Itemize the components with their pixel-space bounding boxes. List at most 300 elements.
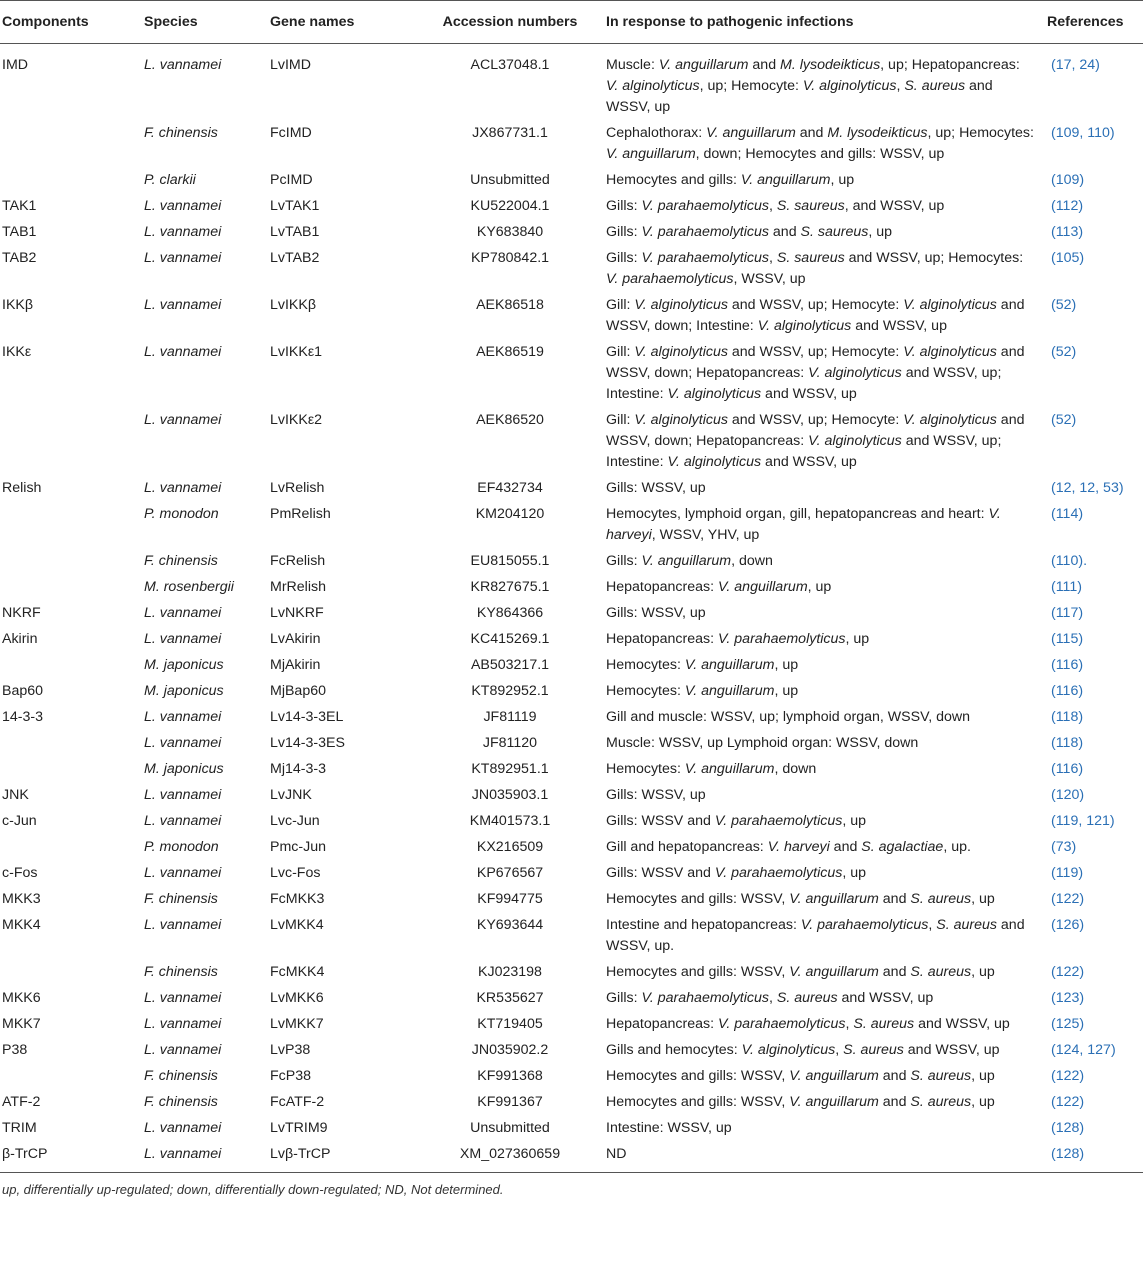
cell-species: M. rosenbergii bbox=[144, 579, 234, 595]
response-text: Hepatopancreas: bbox=[606, 631, 718, 647]
response-text: and bbox=[768, 224, 801, 240]
cell-species: F. chinensis bbox=[144, 891, 218, 907]
table-row bbox=[0, 1061, 1143, 1087]
cell-response bbox=[604, 702, 1045, 728]
response-text: Gills and hemocytes: bbox=[606, 1042, 742, 1058]
cell-response bbox=[604, 884, 1045, 910]
response-text: , bbox=[896, 78, 905, 94]
cell-component: β-TrCP bbox=[0, 1139, 142, 1173]
response-text: Gill and muscle: WSSV, up; lymphoid organ, WSSV, down bbox=[606, 709, 971, 725]
cell-accession: KT892952.1 bbox=[471, 683, 549, 699]
cell-gene-name: FcP38 bbox=[270, 1068, 312, 1084]
cell-accession: Unsubmitted bbox=[470, 1120, 550, 1136]
cell-gene-name: LvMKK7 bbox=[270, 1016, 324, 1032]
cell-species: P. monodon bbox=[144, 839, 219, 855]
response-text: and WSSV, up; Intestine: bbox=[606, 433, 1002, 470]
table-row bbox=[0, 1139, 1143, 1173]
cell-component bbox=[0, 499, 142, 546]
cell-species: F. chinensis bbox=[144, 125, 218, 141]
table-row bbox=[0, 499, 1143, 546]
cell-accession: KM204120 bbox=[475, 506, 545, 522]
pathogen-name: S. aureus bbox=[776, 990, 838, 1006]
cell-reference: (118) bbox=[1051, 735, 1084, 751]
cell-reference: (118) bbox=[1051, 709, 1084, 725]
pathogen-name: V. parahaemolyticus bbox=[606, 271, 734, 287]
response-text: and WSSV, up; Intestine: bbox=[606, 365, 1002, 402]
response-text: , bbox=[928, 917, 937, 933]
response-text: and WSSV, up; Hemocyte: bbox=[727, 412, 904, 428]
cell-response bbox=[604, 572, 1045, 598]
cell-species: P. monodon bbox=[144, 506, 219, 522]
cell-reference: (119) bbox=[1051, 865, 1084, 881]
cell-accession: KY693644 bbox=[476, 917, 544, 933]
pathogen-name: S. aureus bbox=[910, 1094, 972, 1110]
response-text: and bbox=[878, 891, 911, 907]
response-text: Hemocytes and gills: WSSV, bbox=[606, 1068, 790, 1084]
cell-component bbox=[0, 165, 142, 191]
cell-gene-name: LvNKRF bbox=[270, 605, 324, 621]
pathogen-name: V. alginolyticus bbox=[606, 78, 700, 94]
cell-component: c-Jun bbox=[2, 813, 37, 829]
cell-response bbox=[604, 1087, 1045, 1113]
response-text: Intestine: WSSV, up bbox=[606, 1120, 732, 1136]
cell-gene-name: LvP38 bbox=[270, 1042, 311, 1058]
response-text: , up bbox=[845, 631, 870, 647]
pathogen-name: V. anguillarum bbox=[789, 1094, 879, 1110]
pathogen-name: V. parahaemolyticus bbox=[800, 917, 929, 933]
cell-accession: KY864366 bbox=[476, 605, 544, 621]
cell-species: L. vannamei bbox=[144, 709, 222, 725]
cell-reference: (52) bbox=[1051, 344, 1077, 360]
pathogen-name: V. alginolyticus bbox=[634, 297, 728, 313]
cell-reference: (122) bbox=[1051, 1094, 1085, 1110]
cell-response bbox=[604, 754, 1045, 780]
response-text: Hemocytes: bbox=[606, 683, 685, 699]
cell-reference: (119, 121) bbox=[1051, 813, 1115, 829]
pathogen-name: V. anguillarum bbox=[789, 964, 879, 980]
cell-gene-name: LvJNK bbox=[270, 787, 312, 803]
cell-reference: (110). bbox=[1051, 553, 1088, 569]
response-text: Intestine and hepatopancreas: bbox=[606, 917, 801, 933]
response-text: Gills: bbox=[606, 198, 642, 214]
cell-gene-name: FcRelish bbox=[270, 553, 326, 569]
cell-species: L. vannamei bbox=[144, 1120, 222, 1136]
cell-gene-name: Pmc-Jun bbox=[270, 839, 326, 855]
response-text: , up bbox=[971, 1094, 995, 1110]
cell-gene-name: LvIKKε1 bbox=[270, 344, 323, 360]
cell-response bbox=[604, 983, 1045, 1009]
response-text: and bbox=[829, 839, 862, 855]
cell-reference: (117) bbox=[1051, 605, 1084, 621]
cell-response bbox=[604, 1009, 1045, 1035]
cell-component bbox=[0, 1061, 142, 1087]
response-text: Gills: bbox=[606, 250, 642, 266]
table-row bbox=[0, 780, 1143, 806]
response-text: and WSSV, up bbox=[606, 78, 993, 115]
cell-gene-name: LvIKKβ bbox=[270, 297, 317, 313]
cell-gene-name: MjBap60 bbox=[270, 683, 326, 699]
response-text: , down bbox=[731, 553, 773, 569]
response-text: and WSSV, up bbox=[761, 454, 857, 470]
pathogen-name: S. saureus bbox=[776, 198, 845, 214]
response-text: , up bbox=[774, 657, 799, 673]
pathogen-name: V. anguillarum bbox=[718, 579, 808, 595]
cell-species: L. vannamei bbox=[144, 1016, 222, 1032]
cell-species: L. vannamei bbox=[144, 917, 222, 933]
cell-accession: AEK86519 bbox=[476, 344, 544, 360]
response-text: , bbox=[845, 1016, 854, 1032]
cell-reference: (115) bbox=[1051, 631, 1084, 647]
cell-gene-name: LvAkirin bbox=[270, 631, 321, 647]
pathogen-name: S. aureus bbox=[843, 1042, 904, 1058]
pathogen-name: V. parahaemolyticus bbox=[641, 250, 769, 266]
cell-component bbox=[0, 118, 142, 165]
cell-response bbox=[604, 806, 1045, 832]
pathogen-name: V. alginolyticus bbox=[667, 386, 762, 402]
response-text: and WSSV, up bbox=[851, 318, 947, 334]
response-text: and WSSV, up bbox=[761, 386, 857, 402]
response-text: Hemocytes and gills: WSSV, bbox=[606, 891, 790, 907]
cell-gene-name: LvMKK4 bbox=[270, 917, 324, 933]
table-row bbox=[0, 546, 1143, 572]
cell-response bbox=[604, 728, 1045, 754]
cell-species: L. vannamei bbox=[144, 57, 222, 73]
table-row bbox=[0, 118, 1143, 165]
cell-response bbox=[604, 598, 1045, 624]
pathogen-name: M. lysodeikticus bbox=[827, 125, 928, 141]
cell-reference: (116) bbox=[1051, 761, 1084, 777]
cell-species: L. vannamei bbox=[144, 865, 222, 881]
table-row bbox=[0, 728, 1143, 754]
pathogen-name: V. alginolyticus bbox=[802, 78, 897, 94]
cell-accession: JN035902.2 bbox=[471, 1042, 549, 1058]
cell-gene-name: FcATF-2 bbox=[270, 1094, 325, 1110]
cell-reference: (123) bbox=[1051, 990, 1085, 1006]
cell-gene-name: LvTAB1 bbox=[270, 224, 320, 240]
table-row bbox=[0, 650, 1143, 676]
cell-response bbox=[604, 676, 1045, 702]
cell-species: M. japonicus bbox=[144, 761, 224, 777]
cell-gene-name: LvIMD bbox=[270, 57, 311, 73]
cell-response bbox=[604, 546, 1045, 572]
response-text: , up bbox=[830, 172, 855, 188]
table-row bbox=[0, 910, 1143, 957]
table-row bbox=[0, 1087, 1143, 1113]
cell-species: L. vannamei bbox=[144, 198, 222, 214]
response-text: Gills: bbox=[606, 224, 642, 240]
header-components: Components bbox=[0, 1, 142, 44]
cell-component: MKK7 bbox=[2, 1016, 41, 1032]
table-body bbox=[0, 44, 1143, 1173]
pathogen-name: V. alginolyticus bbox=[634, 412, 728, 428]
pathogen-name: V. alginolyticus bbox=[903, 412, 997, 428]
response-text: Gills: WSSV, up bbox=[606, 480, 706, 496]
response-text: and bbox=[878, 964, 911, 980]
pathogen-name: S. aureus bbox=[936, 917, 997, 933]
response-text: , down; Hemocytes and gills: WSSV, up bbox=[695, 146, 945, 162]
table-row bbox=[0, 290, 1143, 337]
cell-accession: KR535627 bbox=[476, 990, 544, 1006]
response-text: and WSSV, up; Hemocyte: bbox=[727, 297, 904, 313]
cell-component: MKK6 bbox=[2, 990, 41, 1006]
cell-component bbox=[0, 728, 142, 754]
pathogen-name: V. parahaemolyticus bbox=[718, 1016, 846, 1032]
cell-component: TAB2 bbox=[2, 250, 37, 266]
cell-reference: (105) bbox=[1051, 250, 1085, 266]
response-text: and WSSV, up; Hemocyte: bbox=[727, 344, 904, 360]
pathogen-name: V. alginolyticus bbox=[634, 344, 728, 360]
cell-species: M. japonicus bbox=[144, 657, 224, 673]
response-text: Gills: WSSV and bbox=[606, 813, 715, 829]
pathogen-name: V. parahaemolyticus bbox=[641, 224, 769, 240]
response-text: Hemocytes and gills: WSSV, bbox=[606, 964, 790, 980]
cell-reference: (111) bbox=[1051, 579, 1083, 595]
cell-gene-name: Mj14-3-3 bbox=[270, 761, 326, 777]
pathogen-name: V. parahaemolyticus bbox=[714, 865, 843, 881]
pathogen-name: V. parahaemolyticus bbox=[641, 198, 769, 214]
cell-species: F. chinensis bbox=[144, 964, 218, 980]
table-row bbox=[0, 1113, 1143, 1139]
response-text: and WSSV, up bbox=[914, 1016, 1010, 1032]
cell-response bbox=[604, 1035, 1045, 1061]
cell-reference: (17, 24) bbox=[1051, 57, 1100, 73]
table-row bbox=[0, 676, 1143, 702]
table-row bbox=[0, 217, 1143, 243]
cell-accession: XM_027360659 bbox=[416, 1139, 604, 1173]
response-text: , up; Hepatopancreas: bbox=[880, 57, 1020, 73]
cell-gene-name: FcMKK3 bbox=[270, 891, 325, 907]
cell-accession: KT892951.1 bbox=[471, 761, 549, 777]
table-row bbox=[0, 957, 1143, 983]
cell-accession: KX216509 bbox=[476, 839, 544, 855]
cell-response bbox=[604, 624, 1045, 650]
cell-reference: (73) bbox=[1051, 839, 1077, 855]
header-species: Species bbox=[142, 1, 268, 44]
pathogen-name: V. alginolyticus bbox=[808, 365, 902, 381]
cell-species: L. vannamei bbox=[142, 1139, 268, 1173]
cell-species: L. vannamei bbox=[144, 344, 222, 360]
response-text: Muscle: WSSV, up Lymphoid organ: WSSV, down bbox=[606, 735, 919, 751]
cell-component: Bap60 bbox=[2, 683, 44, 699]
cell-response bbox=[604, 858, 1045, 884]
response-text: , down bbox=[774, 761, 817, 777]
table-row bbox=[0, 1009, 1143, 1035]
response-text: Hemocytes: bbox=[606, 657, 685, 673]
cell-accession: Unsubmitted bbox=[470, 172, 550, 188]
cell-gene-name: Lv14-3-3EL bbox=[270, 709, 344, 725]
cell-response bbox=[604, 473, 1045, 499]
table-row bbox=[0, 624, 1143, 650]
cell-species: L. vannamei bbox=[144, 735, 222, 751]
table-row bbox=[0, 1035, 1143, 1061]
response-text: and WSSV, up. bbox=[606, 917, 1025, 954]
response-text: Gills: bbox=[606, 553, 642, 569]
cell-species: L. vannamei bbox=[144, 813, 222, 829]
cell-component: IKKε bbox=[2, 344, 32, 360]
pathogen-name: V. alginolyticus bbox=[757, 318, 852, 334]
cell-accession: KF991368 bbox=[477, 1068, 543, 1084]
header-response: In response to pathogenic infections bbox=[604, 1, 1045, 44]
pathogen-name: S. aureus bbox=[910, 1068, 972, 1084]
cell-component: ATF-2 bbox=[2, 1094, 41, 1110]
cell-gene-name: Lv14-3-3ES bbox=[270, 735, 345, 751]
cell-accession: KM401573.1 bbox=[469, 813, 551, 829]
pathogen-name: M. lysodeikticus bbox=[780, 57, 881, 73]
cell-accession: KT719405 bbox=[477, 1016, 543, 1032]
pathogen-name: V. anguillarum bbox=[658, 57, 749, 73]
cell-gene-name: PcIMD bbox=[270, 172, 313, 188]
response-text: , bbox=[768, 250, 777, 266]
cell-component: c-Fos bbox=[2, 865, 38, 881]
response-text: , up bbox=[842, 813, 866, 829]
pathogen-name: V. parahaemolyticus bbox=[718, 631, 846, 647]
table-row bbox=[0, 806, 1143, 832]
table-row bbox=[0, 337, 1143, 405]
table-row bbox=[0, 884, 1143, 910]
cell-species: L. vannamei bbox=[144, 480, 222, 496]
cell-species: M. japonicus bbox=[144, 683, 224, 699]
pathogen-name: S. saureus bbox=[776, 250, 845, 266]
cell-reference: (114) bbox=[1051, 506, 1084, 522]
pathogen-name: V. alginolyticus bbox=[808, 433, 902, 449]
cell-reference: (52) bbox=[1051, 297, 1077, 313]
cell-species: P. clarkii bbox=[144, 172, 196, 188]
cell-accession: EU815055.1 bbox=[470, 553, 550, 569]
response-text: , up; Hemocyte: bbox=[699, 78, 803, 94]
cell-reference: (52) bbox=[1051, 412, 1077, 428]
cell-reference: (109, 110) bbox=[1051, 125, 1115, 141]
cell-reference: (122) bbox=[1051, 891, 1085, 907]
response-text: Gills: bbox=[606, 990, 642, 1006]
pathogen-name: S. saureus bbox=[800, 224, 869, 240]
table-row bbox=[0, 832, 1143, 858]
response-text: and bbox=[878, 1094, 911, 1110]
table-row bbox=[0, 243, 1143, 290]
cell-response bbox=[604, 290, 1045, 337]
cell-reference: (122) bbox=[1051, 964, 1085, 980]
response-text: and WSSV, down; Hepatopancreas: bbox=[606, 412, 1025, 449]
cell-response bbox=[604, 832, 1045, 858]
cell-accession: KC415269.1 bbox=[470, 631, 550, 647]
table-row bbox=[0, 44, 1143, 119]
cell-component: TAK1 bbox=[2, 198, 37, 214]
cell-gene-name: MrRelish bbox=[270, 579, 326, 595]
response-text: Muscle: bbox=[606, 57, 659, 73]
pathogen-name: V. harveyi bbox=[606, 506, 1001, 543]
cell-species: L. vannamei bbox=[144, 990, 222, 1006]
pathogen-name: V. parahaemolyticus bbox=[641, 990, 769, 1006]
cell-species: F. chinensis bbox=[144, 553, 218, 569]
pathogen-name: S. aureus bbox=[904, 78, 966, 94]
response-text: and WSSV, up; Hemocytes: bbox=[844, 250, 1024, 266]
table-row bbox=[0, 191, 1143, 217]
cell-species: L. vannamei bbox=[144, 250, 222, 266]
cell-gene-name: LvMKK6 bbox=[270, 990, 324, 1006]
cell-component: TAB1 bbox=[2, 224, 37, 240]
response-text: Hemocytes and gills: bbox=[606, 172, 741, 188]
pathogen-name: V. anguillarum bbox=[684, 761, 775, 777]
cell-response bbox=[604, 499, 1045, 546]
cell-component: IMD bbox=[2, 57, 29, 73]
pathogen-name: V. anguillarum bbox=[706, 125, 796, 141]
cell-reference: (12, 12, 53) bbox=[1051, 480, 1124, 496]
table-row bbox=[0, 572, 1143, 598]
response-text: , WSSV, YHV, up bbox=[651, 527, 760, 543]
cell-accession: KF991367 bbox=[477, 1094, 543, 1110]
table-row bbox=[0, 702, 1143, 728]
response-text: Gill: bbox=[606, 297, 635, 313]
cell-component bbox=[0, 650, 142, 676]
response-text: Gill: bbox=[606, 412, 635, 428]
response-text: , bbox=[768, 198, 777, 214]
cell-response bbox=[604, 243, 1045, 290]
response-text: , up bbox=[868, 224, 893, 240]
cell-response bbox=[604, 1139, 1045, 1173]
cell-species: L. vannamei bbox=[144, 297, 222, 313]
cell-gene-name: FcMKK4 bbox=[270, 964, 325, 980]
pathogen-name: S. aureus bbox=[910, 891, 972, 907]
pathogen-name: V. parahaemolyticus bbox=[714, 813, 843, 829]
cell-gene-name: LvTRIM9 bbox=[270, 1120, 328, 1136]
table-row bbox=[0, 983, 1143, 1009]
response-text: , up bbox=[774, 683, 799, 699]
cell-accession: AB503217.1 bbox=[470, 657, 550, 673]
cell-component: MKK3 bbox=[2, 891, 41, 907]
cell-accession: JF81119 bbox=[483, 709, 537, 725]
pathogen-name: S. aureus bbox=[853, 1016, 915, 1032]
cell-gene-name: PmRelish bbox=[270, 506, 331, 522]
pathogen-name: V. anguillarum bbox=[789, 891, 879, 907]
cell-reference: (109) bbox=[1051, 172, 1085, 188]
response-text: and bbox=[795, 125, 828, 141]
cell-reference: (125) bbox=[1051, 1016, 1085, 1032]
pathogen-name: V. alginolyticus bbox=[741, 1042, 836, 1058]
response-text: Hemocytes, lymphoid organ, gill, hepatopancreas and heart: bbox=[606, 506, 989, 522]
cell-reference: (124, 127) bbox=[1051, 1042, 1116, 1058]
pathogen-name: S. agalactiae bbox=[861, 839, 944, 855]
cell-accession: JN035903.1 bbox=[471, 787, 549, 803]
response-text: Hepatopancreas: bbox=[606, 579, 718, 595]
cell-gene-name: Lvc-Jun bbox=[270, 813, 320, 829]
response-text: , up. bbox=[943, 839, 971, 855]
cell-reference: (128) bbox=[1051, 1120, 1085, 1136]
cell-response bbox=[604, 165, 1045, 191]
header-row bbox=[0, 1, 1143, 44]
cell-response bbox=[604, 957, 1045, 983]
response-text: Gills: WSSV, up bbox=[606, 787, 706, 803]
cell-reference: (116) bbox=[1051, 683, 1084, 699]
cell-accession: KP676567 bbox=[476, 865, 544, 881]
response-text: ND bbox=[606, 1146, 627, 1162]
cell-gene-name: MjAkirin bbox=[270, 657, 321, 673]
cell-response bbox=[604, 191, 1045, 217]
cell-accession: KU522004.1 bbox=[470, 198, 550, 214]
cell-accession: KP780842.1 bbox=[470, 250, 550, 266]
cell-accession: KF994775 bbox=[477, 891, 543, 907]
response-text: Hepatopancreas: bbox=[606, 1016, 718, 1032]
response-text: , and WSSV, up bbox=[844, 198, 945, 214]
response-text: , up bbox=[971, 1068, 995, 1084]
cell-response bbox=[604, 118, 1045, 165]
cell-component: NKRF bbox=[2, 605, 41, 621]
cell-accession: JF81120 bbox=[482, 735, 538, 751]
cell-reference: (128) bbox=[1045, 1139, 1143, 1173]
header-accession-numbers: Accession numbers bbox=[416, 1, 604, 44]
cell-component: TRIM bbox=[2, 1120, 37, 1136]
cell-response bbox=[604, 217, 1045, 243]
cell-gene-name: LvIKKε2 bbox=[270, 412, 323, 428]
pathogen-name: V. alginolyticus bbox=[903, 297, 997, 313]
